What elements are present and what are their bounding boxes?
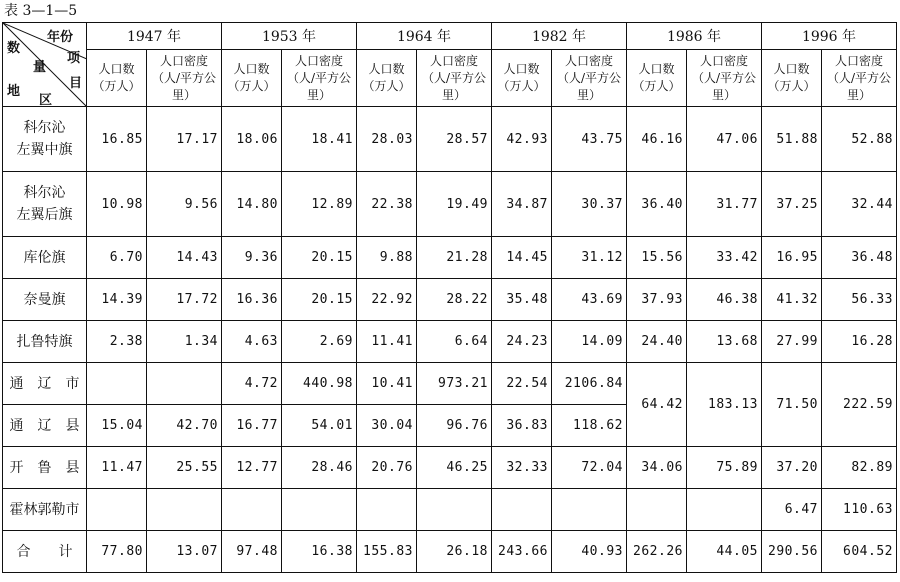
density-value: 43.69: [552, 279, 627, 321]
population-table: [2, 22, 897, 573]
density-value: 604.52: [822, 531, 897, 573]
header-unit: （万人）: [632, 79, 681, 93]
pop-value: 34.87: [492, 172, 552, 237]
pop-value: 28.03: [357, 107, 417, 172]
density-header: [417, 50, 492, 107]
table-row: [3, 172, 897, 237]
corner-item: 项: [67, 51, 81, 66]
table-row: [3, 107, 897, 172]
pop-value: 16.85: [87, 107, 147, 172]
pop-value: 35.48: [492, 279, 552, 321]
pop-value: 97.48: [222, 531, 282, 573]
density-value: 2106.84: [552, 363, 627, 405]
region-name: 通 辽 县: [9, 417, 80, 434]
year-header: 1947 年: [87, 23, 222, 50]
pop-value: 32.33: [492, 447, 552, 489]
region-cell: [3, 237, 87, 279]
pop-header: [762, 50, 822, 107]
density-value: 19.49: [417, 172, 492, 237]
density-value: 17.72: [147, 279, 222, 321]
pop-value: 14.39: [87, 279, 147, 321]
header-unit: （万人）: [227, 79, 276, 93]
pop-value: 37.25: [762, 172, 822, 237]
region-cell: [3, 172, 87, 237]
region-cell: [3, 363, 87, 405]
table-row: [3, 237, 897, 279]
pop-header: [87, 50, 147, 107]
header-line: 人口数: [368, 62, 405, 76]
density-header: [282, 50, 357, 107]
density-value: 973.21: [417, 363, 492, 405]
region-name: 科尔沁: [23, 120, 66, 136]
density-value: 13.07: [147, 531, 222, 573]
density-header: [552, 50, 627, 107]
header-line: 人口数: [638, 62, 675, 76]
pop-value: 262.26: [627, 531, 687, 573]
density-value: 14.09: [552, 321, 627, 363]
pop-value: 36.40: [627, 172, 687, 237]
density-value: 17.17: [147, 107, 222, 172]
pop-header: [492, 50, 552, 107]
pop-value: 14.45: [492, 237, 552, 279]
density-value: 40.93: [552, 531, 627, 573]
pop-value: [357, 489, 417, 531]
region-cell: [3, 489, 87, 531]
header-line: 人口数: [773, 62, 810, 76]
corner-target: 目: [69, 76, 83, 91]
corner-region-di: 地: [7, 84, 21, 99]
pop-value: 51.88: [762, 107, 822, 172]
pop-value: 30.04: [357, 405, 417, 447]
table-row: [3, 363, 897, 405]
pop-value: 41.32: [762, 279, 822, 321]
density-value: 96.76: [417, 405, 492, 447]
density-value: 222.59: [822, 363, 897, 447]
density-value: 36.48: [822, 237, 897, 279]
density-header: [822, 50, 897, 107]
region-cell: [3, 405, 87, 447]
pop-value: 290.56: [762, 531, 822, 573]
density-value: 1.34: [147, 321, 222, 363]
density-value: 75.89: [687, 447, 762, 489]
header-unit: （人/平方公里）: [826, 70, 892, 102]
density-value: 440.98: [282, 363, 357, 405]
pop-value: 22.54: [492, 363, 552, 405]
region-name: 合 计: [16, 543, 73, 560]
pop-header: [357, 50, 417, 107]
pop-value: 9.36: [222, 237, 282, 279]
table-row: [3, 447, 897, 489]
pop-value: 37.93: [627, 279, 687, 321]
pop-value: 14.80: [222, 172, 282, 237]
pop-value: 6.70: [87, 237, 147, 279]
year-header: 1982 年: [492, 23, 627, 50]
density-value: 31.77: [687, 172, 762, 237]
pop-value: 15.04: [87, 405, 147, 447]
corner-region-qu: 区: [39, 93, 53, 108]
density-value: 118.62: [552, 405, 627, 447]
year-header: 1996 年: [762, 23, 897, 50]
pop-value: [87, 489, 147, 531]
pop-value: 77.80: [87, 531, 147, 573]
pop-value: 24.23: [492, 321, 552, 363]
density-header: [147, 50, 222, 107]
header-unit: （人/平方公里）: [556, 70, 622, 102]
density-value: 26.18: [417, 531, 492, 573]
header-line: 人口密度: [834, 53, 883, 68]
pop-value: 16.95: [762, 237, 822, 279]
density-value: [282, 489, 357, 531]
header-line: 人口密度: [429, 53, 478, 68]
density-value: 20.15: [282, 237, 357, 279]
pop-value: 10.98: [87, 172, 147, 237]
pop-header: [627, 50, 687, 107]
region-name: 左翼中旗: [16, 142, 73, 158]
density-value: 31.12: [552, 237, 627, 279]
pop-value: 6.47: [762, 489, 822, 531]
density-value: 2.69: [282, 321, 357, 363]
density-value: 82.89: [822, 447, 897, 489]
density-value: 28.46: [282, 447, 357, 489]
density-value: [552, 489, 627, 531]
table-row: [3, 279, 897, 321]
region-cell: [3, 531, 87, 573]
corner-data: 数: [7, 41, 21, 56]
pop-value: 71.50: [762, 363, 822, 447]
density-value: [417, 489, 492, 531]
year-header: 1964 年: [357, 23, 492, 50]
header-unit: （人/平方公里）: [286, 70, 352, 102]
region-cell: [3, 321, 87, 363]
year-header: 1953 年: [222, 23, 357, 50]
density-value: 16.28: [822, 321, 897, 363]
density-value: 20.15: [282, 279, 357, 321]
density-value: [687, 489, 762, 531]
sub-header-row: [3, 50, 897, 107]
region-name: 左翼后旗: [16, 207, 73, 223]
pop-value: 9.88: [357, 237, 417, 279]
density-value: 32.44: [822, 172, 897, 237]
pop-value: [87, 363, 147, 405]
table-body: [3, 107, 897, 573]
pop-value: 20.76: [357, 447, 417, 489]
pop-value: [627, 489, 687, 531]
pop-value: [222, 489, 282, 531]
density-value: 6.64: [417, 321, 492, 363]
table-row: [3, 489, 897, 531]
header-line: 人口密度: [564, 53, 613, 68]
table-row: [3, 531, 897, 573]
region-cell: [3, 107, 87, 172]
pop-value: 42.93: [492, 107, 552, 172]
header-line: 人口数: [233, 62, 270, 76]
region-cell: [3, 447, 87, 489]
pop-value: 2.38: [87, 321, 147, 363]
density-value: 46.25: [417, 447, 492, 489]
density-value: 25.55: [147, 447, 222, 489]
pop-value: 36.83: [492, 405, 552, 447]
year-header-row: [3, 23, 897, 50]
density-value: 52.88: [822, 107, 897, 172]
pop-value: 11.41: [357, 321, 417, 363]
header-unit: （万人）: [362, 79, 411, 93]
pop-value: 11.47: [87, 447, 147, 489]
pop-value: 37.20: [762, 447, 822, 489]
density-value: 46.38: [687, 279, 762, 321]
density-value: 42.70: [147, 405, 222, 447]
header-unit: （人/平方公里）: [691, 70, 757, 102]
region-cell: [3, 279, 87, 321]
corner-year: 年份: [47, 30, 74, 45]
density-value: 54.01: [282, 405, 357, 447]
pop-value: 15.56: [627, 237, 687, 279]
header-unit: （人/平方公里）: [151, 70, 217, 102]
corner-quantity: 量: [33, 60, 47, 75]
region-name: 库伦旗: [23, 249, 66, 266]
pop-value: 4.72: [222, 363, 282, 405]
pop-value: 10.41: [357, 363, 417, 405]
density-value: 110.63: [822, 489, 897, 531]
density-value: 72.04: [552, 447, 627, 489]
year-header: 1986 年: [627, 23, 762, 50]
density-value: 47.06: [687, 107, 762, 172]
header-line: 人口数: [98, 62, 135, 76]
pop-value: 46.16: [627, 107, 687, 172]
header-unit: （人/平方公里）: [421, 70, 487, 102]
density-value: 56.33: [822, 279, 897, 321]
pop-value: 27.99: [762, 321, 822, 363]
density-value: 21.28: [417, 237, 492, 279]
region-name: 扎鲁特旗: [16, 333, 73, 350]
density-value: [147, 363, 222, 405]
pop-value: 16.77: [222, 405, 282, 447]
density-value: 16.38: [282, 531, 357, 573]
density-value: 44.05: [687, 531, 762, 573]
density-value: 183.13: [687, 363, 762, 447]
pop-value: 12.77: [222, 447, 282, 489]
density-value: 13.68: [687, 321, 762, 363]
pop-value: 24.40: [627, 321, 687, 363]
pop-value: 4.63: [222, 321, 282, 363]
region-name: 科尔沁: [23, 185, 66, 201]
region-name: 霍林郭勒市: [9, 501, 80, 518]
density-value: 28.22: [417, 279, 492, 321]
pop-value: 22.38: [357, 172, 417, 237]
pop-header: [222, 50, 282, 107]
header-line: 人口密度: [699, 53, 748, 68]
region-name: 通 辽 市: [9, 375, 80, 392]
density-value: 12.89: [282, 172, 357, 237]
density-value: 43.75: [552, 107, 627, 172]
pop-value: [492, 489, 552, 531]
table-row: [3, 321, 897, 363]
header-unit: （万人）: [767, 79, 816, 93]
header-unit: （万人）: [497, 79, 546, 93]
density-value: 28.57: [417, 107, 492, 172]
density-value: 33.42: [687, 237, 762, 279]
pop-value: 64.42: [627, 363, 687, 447]
density-value: 18.41: [282, 107, 357, 172]
density-value: [147, 489, 222, 531]
pop-value: 155.83: [357, 531, 417, 573]
header-line: 人口密度: [159, 53, 208, 68]
table-caption: 表 3—1—5: [4, 3, 78, 19]
header-unit: （万人）: [92, 79, 141, 93]
pop-value: 22.92: [357, 279, 417, 321]
region-name: 奈曼旗: [23, 291, 66, 308]
pop-value: 243.66: [492, 531, 552, 573]
density-value: 30.37: [552, 172, 627, 237]
header-line: 人口数: [503, 62, 540, 76]
density-value: 14.43: [147, 237, 222, 279]
pop-value: 18.06: [222, 107, 282, 172]
density-header: [687, 50, 762, 107]
region-name: 开 鲁 县: [9, 459, 80, 476]
pop-value: 34.06: [627, 447, 687, 489]
header-line: 人口密度: [294, 53, 343, 68]
pop-value: 16.36: [222, 279, 282, 321]
density-value: 9.56: [147, 172, 222, 237]
corner-header-cell: [3, 23, 87, 107]
